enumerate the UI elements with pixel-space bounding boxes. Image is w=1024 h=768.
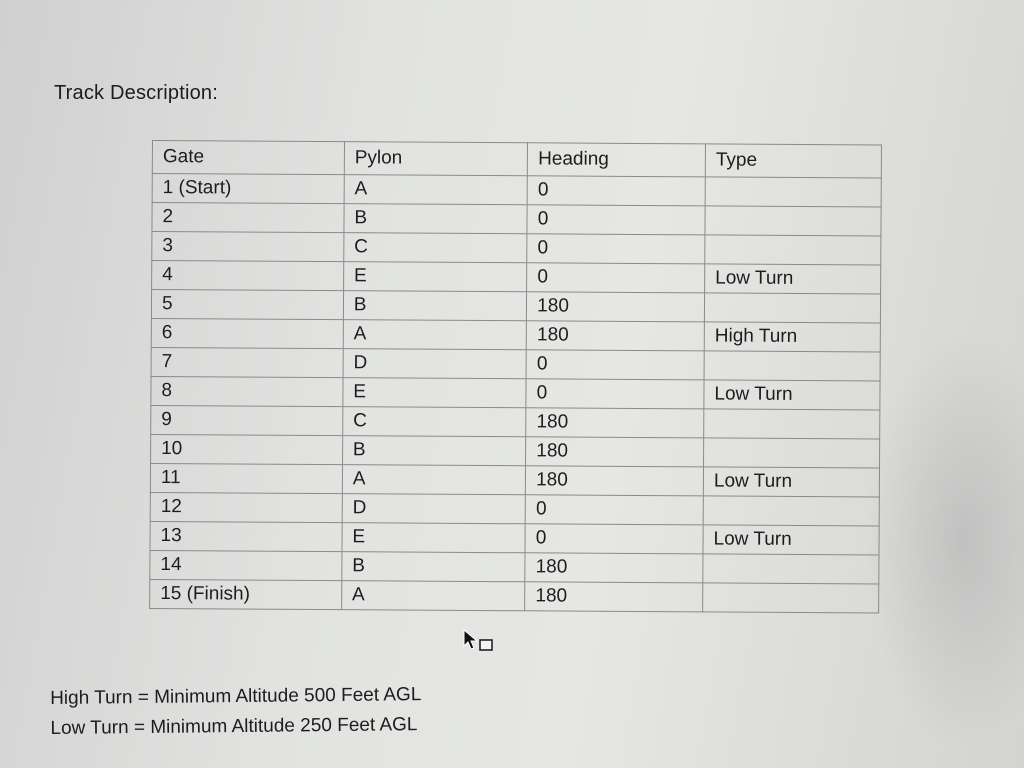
cell-heading: 180 xyxy=(525,582,703,612)
cell-heading: 0 xyxy=(526,379,704,409)
cell-type xyxy=(703,583,879,613)
cell-gate: 10 xyxy=(151,434,343,464)
cell-heading: 180 xyxy=(526,437,704,467)
cell-gate: 4 xyxy=(152,261,344,291)
table-row xyxy=(151,434,880,467)
cell-heading: 180 xyxy=(525,553,703,583)
table-row xyxy=(152,232,881,265)
mouse-pointer-icon xyxy=(462,628,496,654)
table-row xyxy=(151,376,880,409)
cell-type: High Turn xyxy=(704,322,880,352)
cell-gate: 8 xyxy=(151,376,343,406)
header-gate: Gate xyxy=(152,141,344,175)
cell-type xyxy=(705,206,881,236)
cell-pylon: B xyxy=(342,436,526,466)
cell-type: Low Turn xyxy=(703,467,879,497)
cell-heading: 0 xyxy=(527,176,705,206)
table-row xyxy=(151,290,880,323)
cell-gate: 15 (Finish) xyxy=(150,579,342,609)
table-row xyxy=(152,261,881,294)
legend-low-turn: Low Turn = Minimum Altitude 250 Feet AGL xyxy=(50,714,418,739)
header-heading: Heading xyxy=(528,143,706,177)
cell-type xyxy=(704,409,880,439)
table-row xyxy=(150,463,879,496)
cell-pylon: B xyxy=(344,204,528,234)
header-type: Type xyxy=(705,144,881,178)
cell-pylon: E xyxy=(343,262,527,292)
cell-heading: 0 xyxy=(525,495,703,525)
cell-type: Low Turn xyxy=(703,525,879,555)
turn-legend xyxy=(50,680,422,744)
cell-type: Low Turn xyxy=(704,380,880,410)
table-header-row xyxy=(152,141,881,178)
cell-gate: 14 xyxy=(150,550,342,580)
cell-gate: 2 xyxy=(152,203,344,233)
table-row xyxy=(150,550,879,583)
cell-heading: 0 xyxy=(527,263,705,293)
cell-gate: 3 xyxy=(152,232,344,262)
cell-heading: 180 xyxy=(527,292,705,322)
cell-pylon: B xyxy=(343,291,527,321)
table-row xyxy=(151,318,880,351)
cell-pylon: A xyxy=(344,175,528,205)
cell-heading: 0 xyxy=(527,234,705,264)
table-row xyxy=(150,579,879,612)
cell-type xyxy=(704,438,880,468)
cell-type xyxy=(705,177,881,207)
photo-glare xyxy=(864,330,1024,750)
cell-pylon: C xyxy=(343,407,527,437)
cell-pylon: E xyxy=(343,378,527,408)
cell-type xyxy=(705,235,881,265)
cell-heading: 0 xyxy=(527,205,705,235)
cell-pylon: B xyxy=(342,552,526,582)
cell-gate: 9 xyxy=(151,405,343,435)
track-table xyxy=(149,140,882,613)
cell-heading: 180 xyxy=(526,321,704,351)
cell-type: Low Turn xyxy=(705,264,881,294)
header-pylon: Pylon xyxy=(344,142,528,176)
cell-type xyxy=(704,293,880,323)
legend-high-turn: High Turn = Minimum Altitude 500 Feet AGL xyxy=(50,684,422,709)
table-row xyxy=(150,492,879,525)
cell-heading: 180 xyxy=(526,408,704,438)
table-row xyxy=(150,521,879,554)
cell-pylon: C xyxy=(344,233,528,263)
cell-pylon: A xyxy=(342,465,526,495)
cell-gate: 13 xyxy=(150,521,342,551)
cell-gate: 7 xyxy=(151,347,343,377)
cell-type xyxy=(703,554,879,584)
document-title: Track Description: xyxy=(54,82,219,104)
cell-gate: 1 (Start) xyxy=(152,174,344,204)
cell-gate: 12 xyxy=(150,492,342,522)
table-row xyxy=(152,203,881,236)
cell-type xyxy=(703,496,879,526)
cell-type xyxy=(704,351,880,381)
cell-heading: 0 xyxy=(525,524,703,554)
cell-pylon: A xyxy=(341,581,525,611)
cell-gate: 5 xyxy=(151,290,343,320)
cell-pylon: D xyxy=(342,494,526,524)
cell-heading: 180 xyxy=(526,466,704,496)
cell-heading: 0 xyxy=(526,350,704,380)
cell-pylon: D xyxy=(343,349,527,379)
track-table-body xyxy=(150,141,882,613)
table-row xyxy=(151,347,880,380)
cell-gate: 6 xyxy=(151,318,343,348)
cell-pylon: E xyxy=(342,523,526,553)
cell-gate: 11 xyxy=(150,463,342,493)
table-row xyxy=(152,174,881,207)
table-row xyxy=(151,405,880,438)
cell-pylon: A xyxy=(343,320,527,350)
